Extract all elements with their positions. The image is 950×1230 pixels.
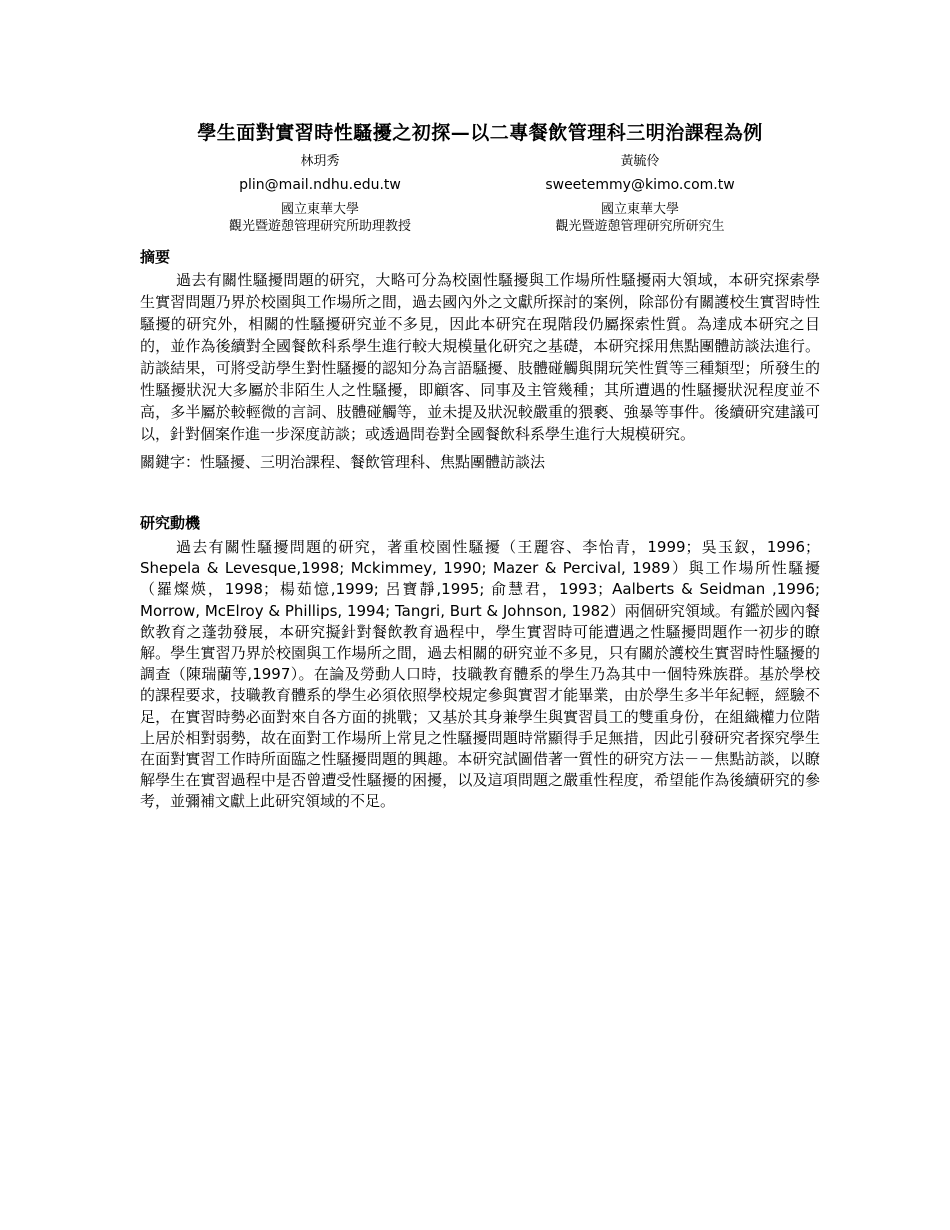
author-email: sweetemmy@kimo.com.tw — [545, 177, 735, 193]
paper-title: 學生面對實習時性騷擾之初探—以二專餐飲管理科三明治課程為例 — [197, 122, 763, 144]
author-2 — [490, 153, 790, 235]
motivation-body: 過去有關性騷擾問題的研究，著重校園性騷擾（王麗容、李怡青，1999；吳玉釵，1996； Shepela & Levesque,1998; Mckimmey, 1990; Mazer & Percival, 1989）與工作場所性騷擾（羅燦煐，1998；楊茹憶,1999; 呂寶靜,1995; 俞慧君，1993；Aalberts & Seidman ,1996; Morrow, McElroy & Phillips, 1994; Tangri, Burt & Johnson, 1982）兩個研究領域。有鑑於國內餐飲教育之蓬勃發展，本研究擬針對餐飲教育過程中，學生實習時可能遭遇之性騷擾問題作一初步的瞭解。學生實習乃界於校園與工作場所之間，過去相關的研究並不多見，只有關於護校生實習時性騷擾的調查（陳瑞蘭等,1997）。在論及勞動人口時，技職教育體系的學生乃為其中一個特殊族群。基於學校的課程要求，技職教育體系的學生必須依照學校規定參與實習才能畢業，由於學生多半年紀輕，經驗不足，在實習時勢必面對來自各方面的挑戰；又基於其身兼學生與實習員工的雙重身份，在組織權力位階上居於相對弱勢，故在面對工作場所上常見之性騷擾問題時常顯得手足無措，因此引發研究者探究學生在面對實習工作時所面臨之性騷擾問題的興趣。本研究試圖借著一質性的研究方法－－焦點訪談，以瞭解學生在實習過程中是否曾遭受性騷擾的困擾，以及這項問題之嚴重性程度，希望能作為後續研究的參考，並彌補文獻上此研究領域的不足。 — [140, 538, 820, 811]
keywords: 關鍵字：性騷擾、三明治課程、餐飲管理科、焦點團體訪談法 — [140, 453, 546, 471]
paper-page — [140, 118, 820, 813]
author-institution: 國立東華大學 — [280, 202, 359, 217]
author-block — [170, 153, 790, 235]
author-affiliation — [490, 201, 790, 235]
author-position: 觀光暨遊憩管理研究所研究生 — [555, 219, 725, 234]
author-affiliation — [170, 201, 470, 235]
author-email: plin@mail.ndhu.edu.tw — [239, 177, 401, 193]
author-name: 黃毓伶 — [620, 154, 660, 169]
abstract-heading: 摘要 — [140, 248, 171, 266]
abstract-body: 過去有關性騷擾問題的研究，大略可分為校園性騷擾與工作場所性騷擾兩大領域，本研究探索學生實習問題乃界於校園與工作場所之間，過去國內外之文獻所探討的案例，除部份有關護校生實習時性騷擾的研究外，相關的性騷擾研究並不多見，因此本研究在現階段仍屬探索性質。為達成本研究之目的，並作為後續對全國餐飲科系學生進行較大規模量化研究之基礎，本研究採用焦點團體訪談法進行。訪談結果，可將受訪學生對性騷擾的認知分為言語騷擾、肢體碰觸與開玩笑性質等三種類型；所發生的性騷擾狀況大多屬於非陌生人之性騷擾，即顧客、同事及主管幾種；其所遭遇的性騷擾狀況程度並不高，多半屬於較輕微的言詞、肢體碰觸等，並未提及狀況較嚴重的猥褻、強暴等事件。後續研究建議可以，針對個案作進一步深度訪談；或透過問卷對全國餐飲科系學生進行大規模研究。 — [140, 271, 820, 443]
author-name: 林玥秀 — [300, 154, 340, 169]
author-position: 觀光暨遊憩管理研究所助理教授 — [228, 219, 411, 234]
author-1 — [170, 153, 470, 235]
author-institution: 國立東華大學 — [600, 202, 679, 217]
motivation-heading: 研究動機 — [140, 514, 201, 532]
